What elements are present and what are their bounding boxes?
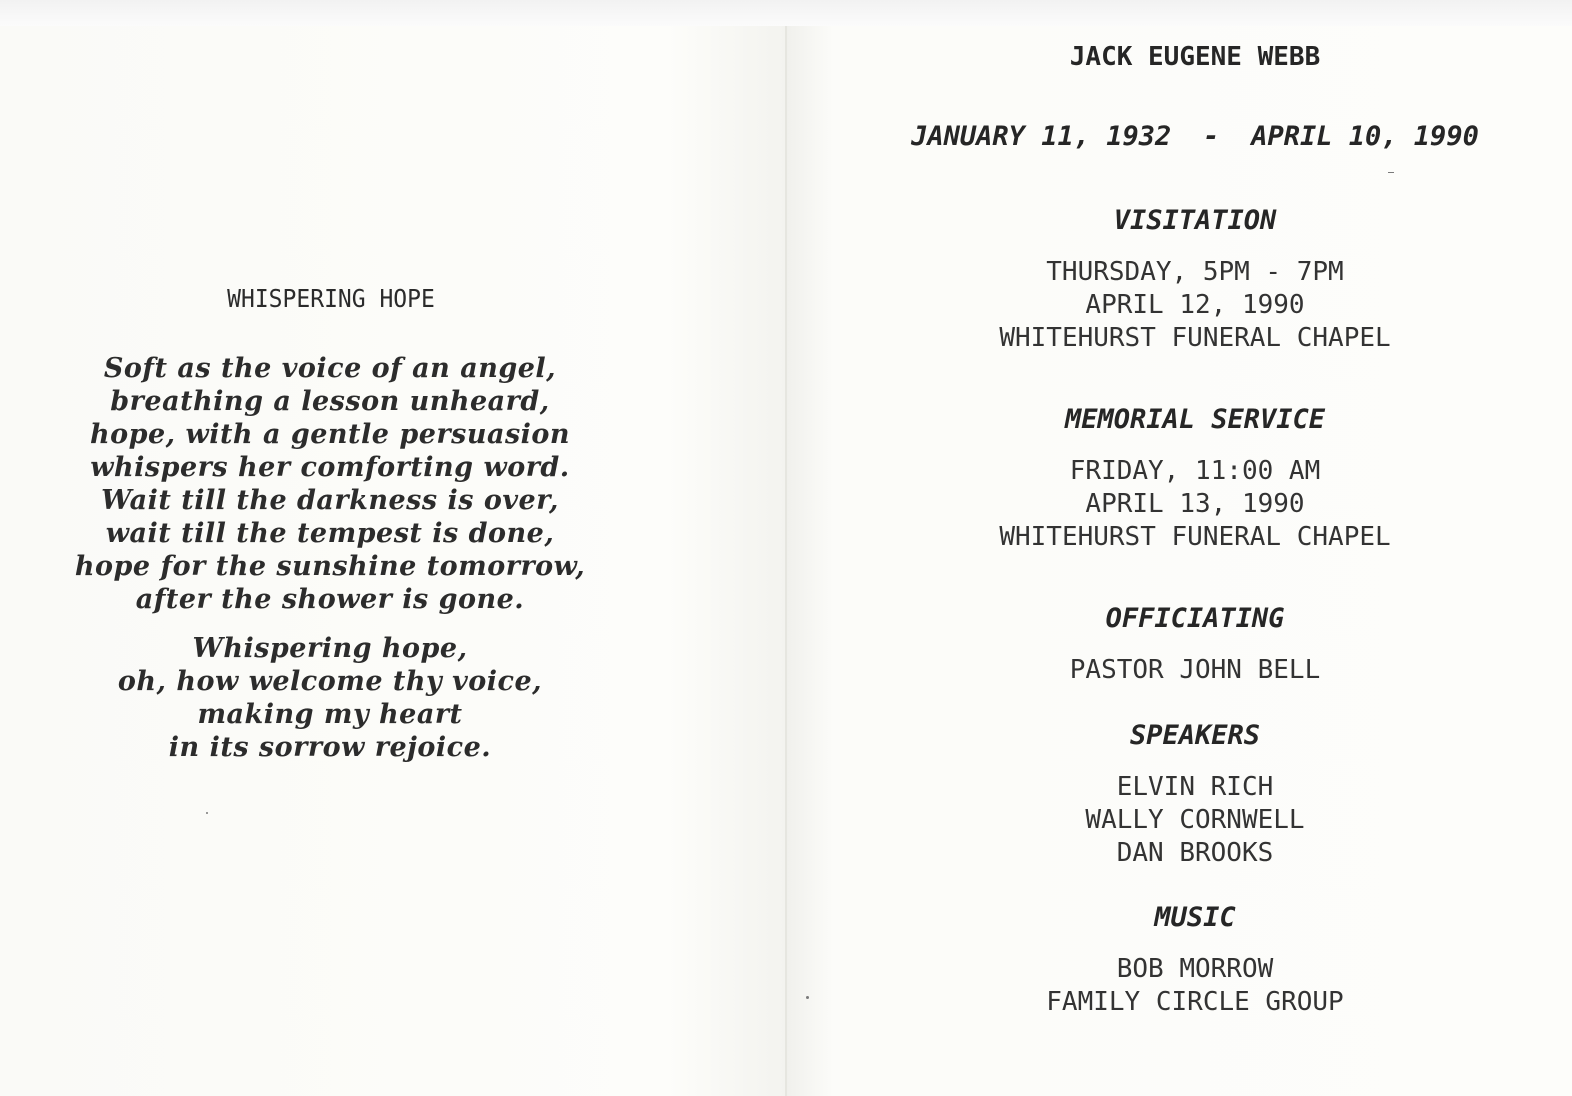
speakers-heading: SPEAKERS [1129,720,1261,751]
deceased-name: JACK EUGENE WEBB [1069,42,1321,72]
music-heading: MUSIC [1154,902,1236,933]
detail-line: ELVIN RICH [1116,772,1274,802]
poem-title: WHISPERING HOPE [227,284,435,313]
date-separator: - [1203,121,1220,152]
music-list [880,953,1510,1019]
memorial-service-details [880,455,1510,554]
poem-line: after the shower is gone. [135,584,525,615]
poem-line: making my heart [197,699,463,730]
poem-verse-2 [60,632,600,764]
detail-line: WALLY CORNWELL [1085,805,1305,835]
poem-line: Whispering hope, [192,633,468,664]
detail-line: FAMILY CIRCLE GROUP [1046,987,1344,1017]
poem-line: in its sorrow rejoice. [168,732,492,763]
poem-line: breathing a lesson unheard, [110,386,550,417]
poem-line: wait till the tempest is done, [105,518,555,549]
detail-line: BOB MORROW [1116,954,1274,984]
detail-line: WHITEHURST FUNERAL CHAPEL [999,522,1391,552]
death-date: APRIL 10, 1990 [1251,121,1479,152]
scan-speck [806,996,809,999]
officiating-heading: OFFICIATING [1105,603,1285,634]
poem-line: oh, how welcome thy voice, [117,666,543,697]
memorial-service-heading: MEMORIAL SERVICE [1064,404,1326,435]
poem-line: whispers her comforting word. [90,452,570,483]
scan-speck [1388,172,1394,173]
poem-line: hope, with a gentle persuasion [89,419,571,450]
detail-line: PASTOR JOHN BELL [1069,655,1321,685]
visitation-details [880,256,1510,355]
speakers-list [880,771,1510,870]
visitation-heading: VISITATION [1113,205,1277,236]
birth-date: JANUARY 11, 1932 [911,121,1172,152]
poem-line: Soft as the voice of an angel, [103,353,557,384]
scan-speck [206,812,208,814]
poem-verse-1 [60,352,600,616]
officiating-details [880,654,1510,687]
detail-line: DAN BROOKS [1116,838,1274,868]
detail-line: WHITEHURST FUNERAL CHAPEL [999,323,1391,353]
right-page [786,26,1572,1096]
detail-line: APRIL 12, 1990 [1085,290,1305,320]
poem-line: Wait till the darkness is over, [101,485,559,516]
center-fold [785,26,787,1096]
detail-line: FRIDAY, 11:00 AM [1069,456,1321,486]
life-dates [880,121,1510,152]
detail-line: APRIL 13, 1990 [1085,489,1305,519]
detail-line: THURSDAY, 5PM - 7PM [1046,257,1344,287]
scan-edge [0,0,1572,26]
poem-line: hope for the sunshine tomorrow, [74,551,586,582]
